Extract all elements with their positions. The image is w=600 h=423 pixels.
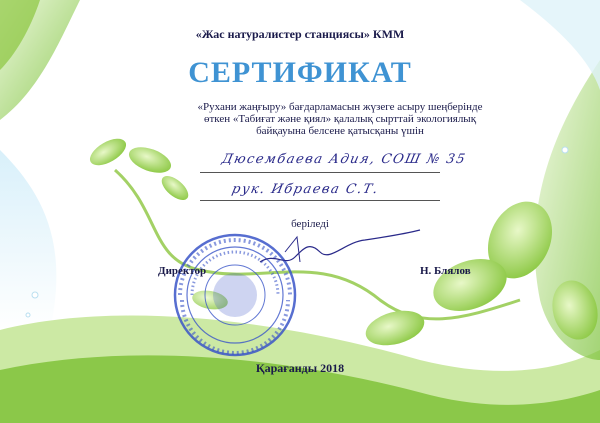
recipient-name-handwritten: Дюсембаева Адия, СОШ № 35 [220, 152, 468, 167]
description-line-1: «Рухани жаңғыру» бағдарламасын жүзеге асыру шеңберінде [197, 101, 483, 113]
certificate-description [120, 101, 560, 137]
director-name: Н. Блялов [420, 265, 471, 277]
supervisor-name-handwritten: рук. Ибраева С.Т. [230, 182, 381, 197]
organization-name: «Жас натуралистер станциясы» КММ [195, 27, 405, 41]
director-signature [255, 222, 425, 277]
description-line-2: өткен «Табиғат және қиял» қалалық сырттай экологиялық [203, 113, 477, 125]
city-and-year: Қарағанды 2018 [255, 361, 345, 375]
certificate-title: СЕРТИФИКАТ [188, 56, 412, 89]
supervisor-underline [200, 200, 440, 201]
director-label: Директор [158, 265, 207, 277]
issued-label: беріледі [291, 218, 329, 230]
recipient-underline [200, 172, 440, 173]
description-line-3: байқауына белсене қатысқаны үшін [256, 125, 424, 137]
